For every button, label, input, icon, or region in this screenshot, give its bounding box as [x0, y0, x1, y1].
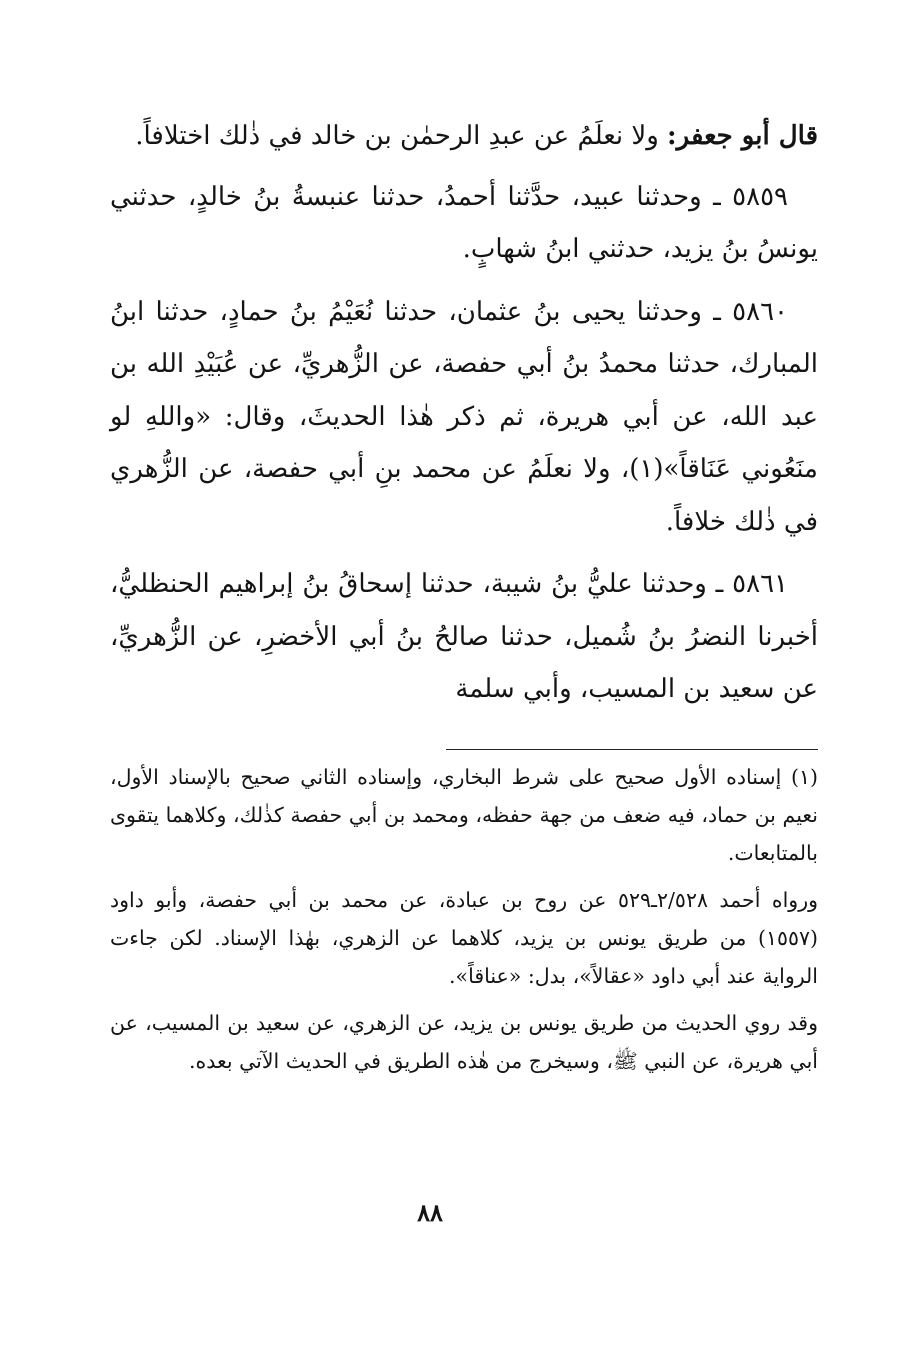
hadith-5859 — [110, 171, 818, 276]
footnote-separator — [446, 749, 818, 750]
hadith-text: ٥٨٥٩ ـ وحدثنا عبيد، حدَّثنا أحمدُ، حدثنا عنبسةُ بنُ خالدٍ، حدثني يونسُ بنُ يزيد، حدثني ابنُ شهابٍ. — [110, 181, 818, 264]
main-text-block — [110, 110, 818, 726]
hadith-5860 — [110, 286, 818, 549]
hadith-text: ٥٨٦١ ـ وحدثنا عليُّ بنُ شيبة، حدثنا إسحاقُ بنُ إبراهيم الحنظليُّ، أخبرنا النضرُ بنُ شُميل، حدثنا صالحُ بنُ أبي الأخضرِ، عن الزُّهريِّ، عن سعيد بن المسيب، وأبي سلمة — [110, 569, 818, 704]
footnotes-block — [110, 758, 818, 1089]
footnote-2: ورواه أحمد ٢/٥٢٨ـ٥٢٩ عن روح بن عبادة، عن محمد بن أبي حفصة، وأبو داود (١٥٥٧) من طريق يونس بن يزيد، كلاهما عن الزهري، بهٰذا الإسناد. لكن جاءت الرواية عند أبي داود «عقالاً»، بدل: «عناقاً». — [110, 888, 818, 988]
paragraph-text: ولا نعلَمُ عن عبدِ الرحمٰن بن خالد في ذٰلك اختلافاً. — [135, 121, 659, 151]
hadith-text: ٥٨٦٠ ـ وحدثنا يحيى بنُ عثمان، حدثنا نُعَيْمُ بنُ حمادٍ، حدثنا ابنُ المبارك، حدثنا محمدُ بنُ أبي حفصة، عن الزُّهريِّ، عن عُبَيْدِ الله بن عبد الله، عن أبي هريرة، ثم ذكر هٰذا الحديثَ، وقال: «واللهِ لو منَعُوني عَنَاقاً»(١)، ولا نعلَمُ عن محمد بنِ أبي حفصة، عن الزُّهري في ذٰلك خلافاً. — [110, 296, 818, 537]
paragraph-abu-jafar — [110, 110, 818, 163]
footnote-1: (١) إسناده الأول صحيح على شرط البخاري، وإسناده الثاني صحيح بالإسناد الأول، نعيم بن حماد، فيه ضعف من جهة حفظه، ومحمد بن أبي حفصة كذٰلك، وكلاهما يتقوى بالمتابعات. — [110, 765, 818, 865]
hadith-5861 — [110, 558, 818, 716]
paragraph-lead: قال أبو جعفر: — [667, 121, 818, 151]
footnote-3: وقد روي الحديث من طريق يونس بن يزيد، عن الزهري، عن سعيد بن المسيب، عن أبي هريرة، عن النبي ﷺ، وسيخرج من هٰذه الطريق في الحديث الآتي بعده. — [110, 1011, 818, 1073]
page-number: ٨٨ — [417, 1198, 443, 1227]
